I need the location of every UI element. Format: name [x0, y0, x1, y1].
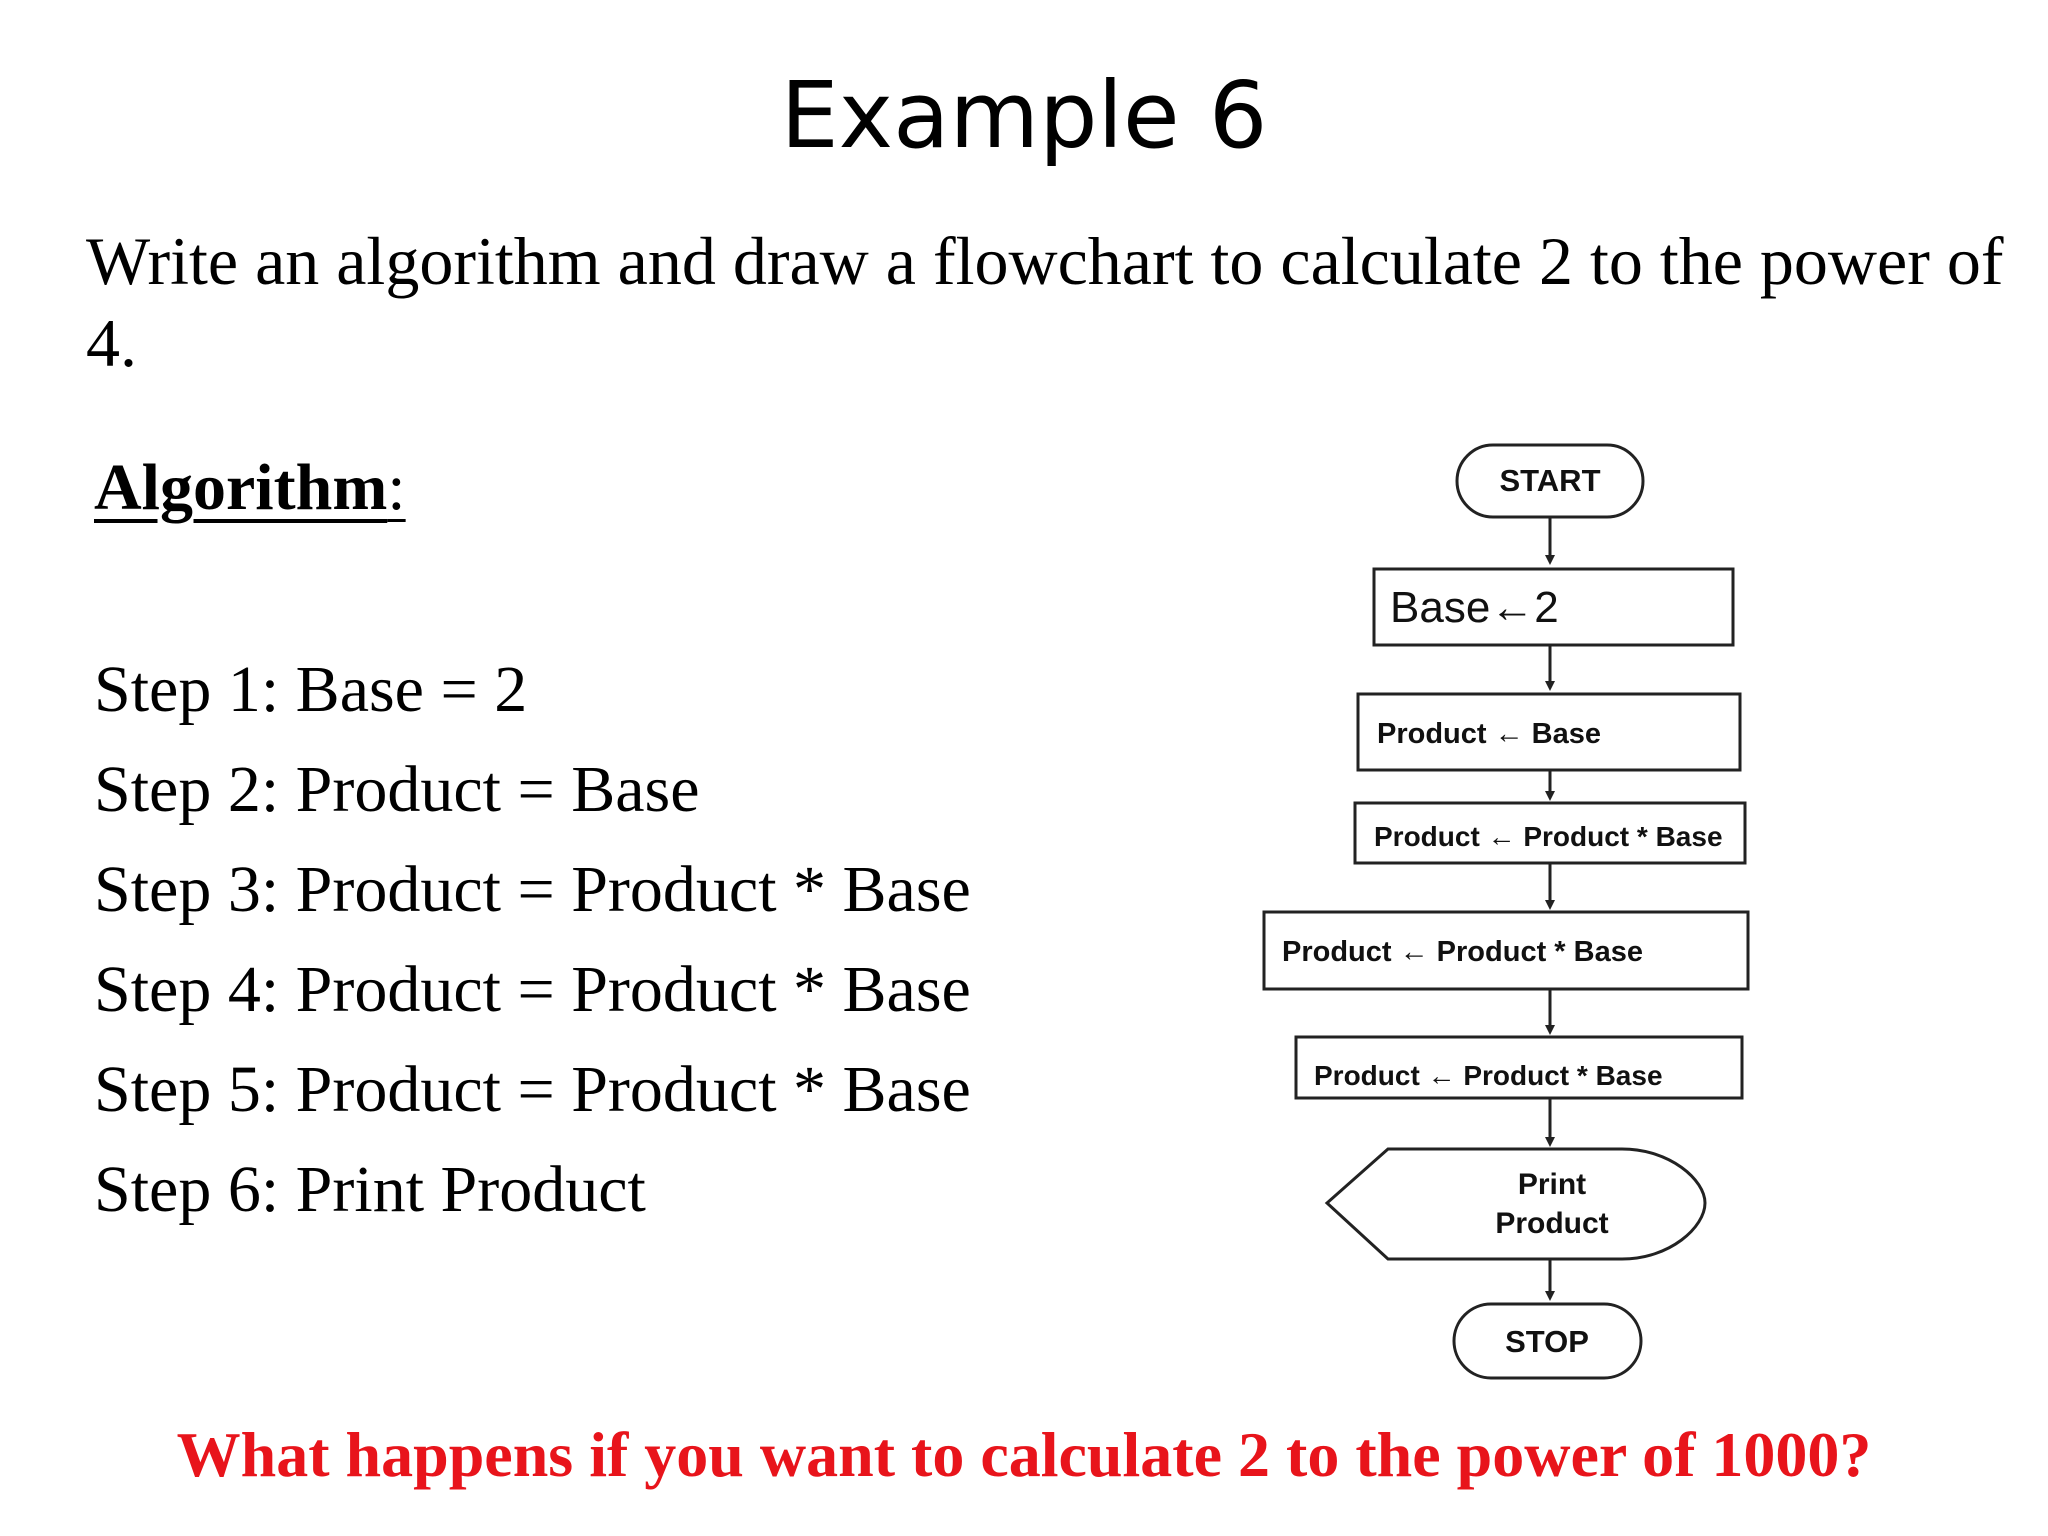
follow-up-question: What happens if you want to calculate 2 to the power of 1000? — [176, 1419, 1872, 1490]
init-base-label: Base←2 — [1390, 583, 1559, 632]
problem-statement: Write an algorithm and draw a flowchart to calculate 2 to the power of 4. — [86, 223, 2004, 381]
stop-label: STOP — [1505, 1324, 1589, 1359]
algorithm-step-1: Step 1: Base = 2 — [94, 653, 528, 726]
algorithm-step-5: Step 5: Product = Product * Base — [94, 1053, 971, 1126]
print-label-line2: Product — [1495, 1207, 1609, 1240]
start-label: START — [1499, 463, 1601, 498]
flowchart — [1240, 430, 1860, 1410]
algorithm-heading-colon: : — [387, 451, 406, 524]
algorithm-heading — [94, 450, 406, 526]
algorithm-step-6: Step 6: Print Product — [94, 1153, 646, 1226]
algorithm-step-3: Step 3: Product = Product * Base — [94, 853, 971, 926]
algorithm-step-4: Step 4: Product = Product * Base — [94, 953, 971, 1026]
page-title: Example 6 — [780, 62, 1268, 169]
assign-product-label: Product ← Base — [1377, 718, 1601, 750]
multiply-label-2: Product ← Product * Base — [1282, 936, 1643, 968]
print-label-line1: Print — [1517, 1168, 1587, 1201]
algorithm-heading-text: Algorithm — [94, 451, 388, 524]
algorithm-step-2: Step 2: Product = Base — [94, 753, 700, 826]
print-product-display — [1327, 1149, 1705, 1259]
algorithm-steps — [94, 650, 971, 1250]
multiply-label-3: Product ← Product * Base — [1314, 1060, 1663, 1091]
multiply-label-1: Product ← Product * Base — [1374, 821, 1723, 852]
